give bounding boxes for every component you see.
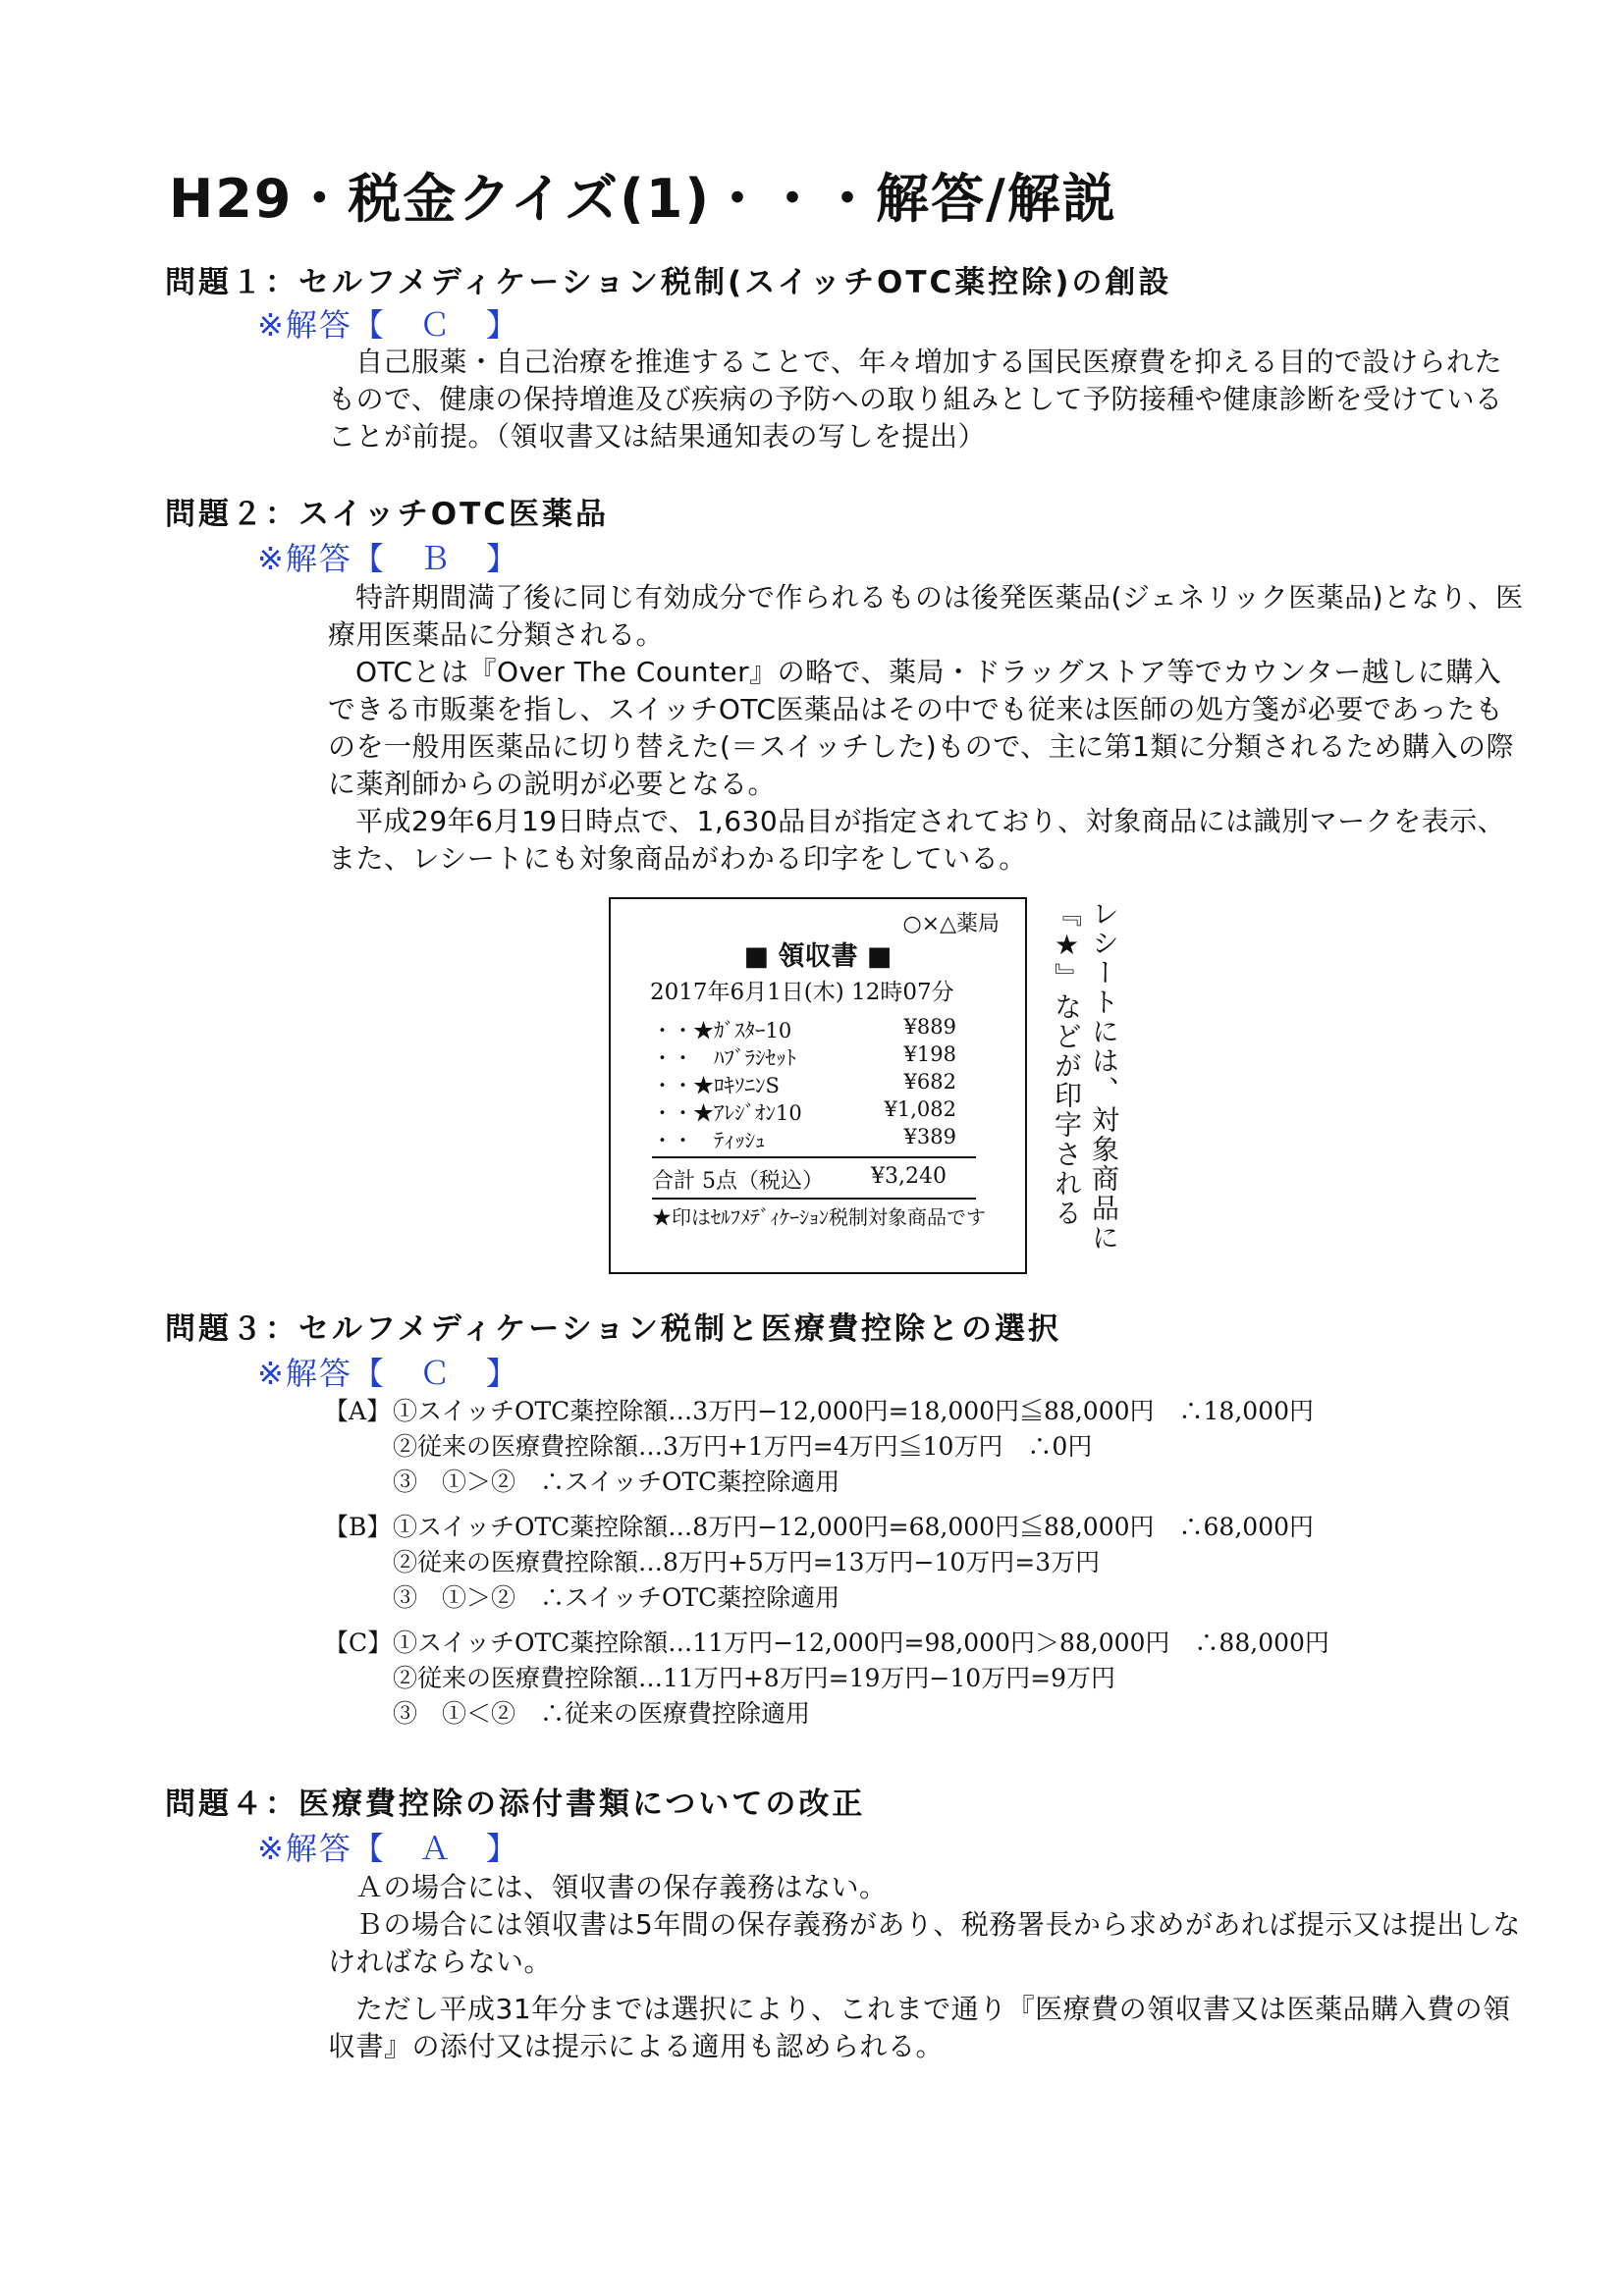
question-2-heading: 問題２：スイッチOTC医薬品 — [165, 497, 610, 532]
receipt-item-price: ¥1,082 — [884, 1097, 956, 1121]
receipt-date: 2017年6月1日(木) 12時07分 — [650, 980, 954, 1005]
question-1-heading: 問題１：セルフメディケーション税制(スイッチOTC薬控除)の創設 — [165, 265, 1172, 300]
calc-line: ①スイッチOTC薬控除額…8万円−12,000円=68,000円≦88,000円 ∴68,000円 — [393, 1513, 1315, 1541]
question-3-calculations — [324, 1394, 1551, 1741]
paragraph: 自己服薬・自己治療を推進することで、年々増加する国民医療費を抑える目的で設けられたもので、健康の保持増進及び疾病の予防への取り組みとして予防接種や健康診断を受けていることが前提。（領収書又は結果通知表の写しを提出） — [328, 346, 1503, 453]
calc-block-b — [324, 1510, 1551, 1616]
calc-line: ③ ①＞② ∴スイッチOTC薬控除適用 — [393, 1468, 840, 1496]
paragraph: Ａの場合には、領収書の保存義務はない。 — [355, 1871, 888, 1903]
receipt-item-price: ¥198 — [903, 1042, 956, 1066]
paragraph: OTCとは『Over The Counter』の略で、薬局・ドラッグストア等でカウンター越しに購入できる市販薬を指し、スイッチOTC医薬品はその中でも従来は医師の処方箋が必要であったものを一般用医薬品に切り替えた(＝スイッチした)もので、主に第1類に分類されるため購入の際に薬剤師からの説明が必要となる。 — [328, 656, 1514, 800]
calc-line: ②従来の医療費控除額…11万円+8万円=19万円−10万円=9万円 — [393, 1664, 1116, 1692]
receipt-item — [652, 1070, 986, 1097]
receipt-item-price: ¥889 — [903, 1015, 956, 1039]
receipt-item-price: ¥389 — [903, 1125, 956, 1148]
receipt-item-name: ・・★ﾛｷｿﾆﾝS — [652, 1074, 780, 1097]
receipt-item — [652, 1042, 986, 1070]
paragraph: Ｂの場合には領収書は5年間の保存義務があり、税務署長から求めがあれば提示又は提出しなければならない。 — [328, 1908, 1521, 1978]
receipt-illustration — [609, 897, 1027, 1274]
receipt-item — [652, 1125, 986, 1152]
question-1-answer: ※解答【 Ｃ 】 — [257, 306, 519, 344]
question-4-answer: ※解答【 Ａ 】 — [257, 1830, 519, 1867]
paragraph: 平成29年6月19日時点で、1,630品目が指定されており、対象商品には識別マークを表示、また、レシートにも対象商品がわかる印字をしている。 — [328, 805, 1506, 875]
receipt-store-name: ○×△薬局 — [902, 912, 1000, 936]
question-3-heading: 問題３：セルフメディケーション税制と医療費控除との選択 — [165, 1311, 1062, 1347]
question-2-explanation — [328, 579, 1526, 878]
calc-line: ③ ①＜② ∴従来の医療費控除適用 — [393, 1699, 811, 1728]
calc-line: ①スイッチOTC薬控除額…11万円−12,000円=98,000円＞88,000円 ∴88,000円 — [393, 1629, 1329, 1657]
receipt-divider — [652, 1198, 976, 1200]
paragraph: 特許期間満了後に同じ有効成分で作られるものは後発医薬品(ジェネリック医薬品)となり、医療用医薬品に分類される。 — [328, 581, 1524, 651]
receipt-item-name: ・・★ｶﾞｽﾀｰ10 — [652, 1019, 792, 1042]
receipt-note: ★印はｾﾙﾌﾒﾃﾞｨｹｰｼｮﾝ税制対象商品です — [652, 1205, 986, 1229]
calc-block-c — [324, 1626, 1551, 1732]
receipt-item — [652, 1015, 986, 1042]
calc-line: ②従来の医療費控除額…8万円+5万円=13万円−10万円=3万円 — [393, 1548, 1101, 1576]
question-1-explanation — [328, 344, 1526, 455]
receipt-divider — [652, 1156, 976, 1158]
calc-label: 【C】 — [324, 1629, 393, 1657]
receipt-total — [652, 1164, 986, 1195]
receipt-total-price: ¥3,240 — [871, 1164, 947, 1189]
question-4-heading: 問題４：医療費控除の添付書類についての改正 — [165, 1787, 866, 1822]
calc-label: 【B】 — [324, 1513, 392, 1541]
question-4-explanation — [328, 1869, 1526, 2065]
calc-line: ①スイッチOTC薬控除額…3万円−12,000円=18,000円≦88,000円 ∴18,000円 — [393, 1397, 1315, 1425]
calc-line: ②従来の医療費控除額…3万円+1万円=4万円≦10万円 ∴0円 — [393, 1432, 1093, 1461]
receipt-side-note: レシートには、対象商品に『★』などが印字される — [1051, 899, 1120, 1253]
page-title: H29・税金クイズ(1)・・・解答/解説 — [169, 168, 1117, 230]
receipt-item-price: ¥682 — [903, 1070, 956, 1094]
question-3-answer: ※解答【 Ｃ 】 — [257, 1355, 519, 1392]
calc-line: ③ ①＞② ∴スイッチOTC薬控除適用 — [393, 1583, 840, 1612]
paragraph: ただし平成31年分までは選択により、これまで通り『医療費の領収書又は医薬品購入費の領収書』の添付又は提示による適用も認められる。 — [328, 1993, 1511, 2062]
receipt-title: ■ 領収書 ■ — [743, 941, 893, 972]
receipt-total-label: 合計 5点（税込） — [652, 1169, 824, 1194]
receipt-item — [652, 1097, 986, 1125]
receipt-item-list — [652, 1015, 986, 1152]
calc-block-a — [324, 1394, 1551, 1500]
receipt-item-name: ・・★ｱﾚｼﾞｵﾝ10 — [652, 1101, 802, 1125]
calc-label: 【A】 — [324, 1397, 392, 1425]
receipt-item-name: ・・ ﾊﾌﾞﾗｼｾｯﾄ — [652, 1046, 796, 1070]
receipt-item-name: ・・ ﾃｨｯｼｭ — [652, 1129, 766, 1152]
question-2-answer: ※解答【 Ｂ 】 — [257, 540, 519, 577]
